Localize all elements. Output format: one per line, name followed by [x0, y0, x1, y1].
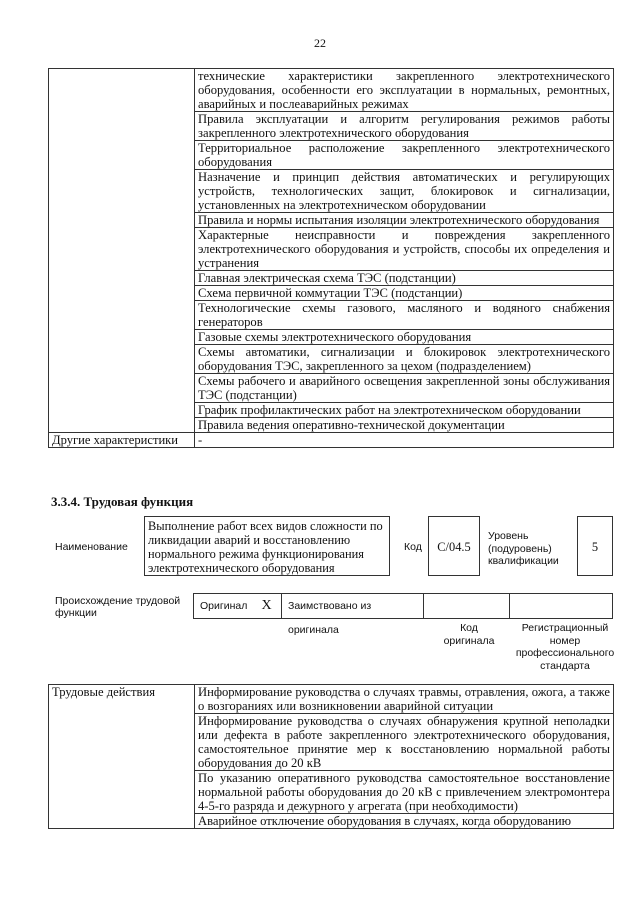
knowledge-item: Газовые схемы электротехнического оборудования — [195, 330, 614, 345]
table-row — [49, 685, 614, 714]
knowledge-item: Назначение и принцип действия автоматических и регулирующих устройств, технологических защит, блокировок и сигнализации, установленных на электротехническом оборудовании — [195, 170, 614, 213]
function-code-box: С/04.5 — [428, 516, 480, 576]
section-heading: 3.3.4. Трудовая функция — [51, 494, 194, 509]
code-original-label: Код оригинала — [443, 622, 495, 647]
reg-number-cell — [510, 594, 614, 618]
knowledge-item: Главная электрическая схема ТЭС (подстанции) — [195, 271, 614, 286]
reg-number-label: Регистрационный номер профессионального стандарта — [515, 622, 615, 672]
name-label: Наименование — [55, 541, 128, 553]
row-label-empty — [49, 69, 195, 433]
labor-actions-table — [48, 684, 614, 829]
other-characteristics-label: Другие характеристики — [49, 433, 195, 448]
knowledge-table — [48, 68, 614, 448]
original-mark: X — [252, 594, 282, 618]
labor-action-item: Аварийное отключение оборудования в случаях, когда оборудованию — [195, 814, 614, 829]
code-original-cell — [424, 594, 510, 618]
function-name-box: Выполнение работ всех видов сложности по ликвидации аварий и восстановлению нормального режима функционирования электротехнического оборудования — [144, 516, 390, 576]
labor-action-item: Информирование руководства о случаях обнаружения крупной неполадки или дефекта в работе закрепленного электротехнического оборудования, самостоятельное принятие мер к восстановлению нормальной работы оборудования до 20 кВ — [195, 714, 614, 771]
knowledge-item: Схемы рабочего и аварийного освещения закрепленной зоны обслуживания ТЭС (подстанции) — [195, 374, 614, 403]
knowledge-item: Технологические схемы газового, масляного и водяного снабжения генераторов — [195, 301, 614, 330]
knowledge-item: Правила ведения оперативно-технической документации — [195, 418, 614, 433]
knowledge-item: График профилактических работ на электротехническом оборудовании — [195, 403, 614, 418]
knowledge-item: Схема первичной коммутации ТЭС (подстанции) — [195, 286, 614, 301]
labor-actions-label: Трудовые действия — [49, 685, 195, 829]
knowledge-item: Схемы автоматики, сигнализации и блокировок электротехнического оборудования ТЭС, закрепленного за цехом (подразделением) — [195, 345, 614, 374]
borrowed-label: Заимствовано из оригинала — [282, 594, 424, 618]
table-row — [49, 69, 614, 112]
labor-action-item: Информирование руководства о случаях травмы, отравления, ожога, а также о возгораниях или возникновении аварийной ситуации — [195, 685, 614, 714]
qualification-level-box: 5 — [577, 516, 613, 576]
page-number: 22 — [314, 36, 326, 50]
origin-label: Происхождение трудовой функции — [55, 595, 181, 619]
other-characteristics-value: - — [195, 433, 614, 448]
qualification-level-label: Уровень (подуровень) квалификации — [488, 530, 559, 567]
knowledge-item: Правила эксплуатации и алгоритм регулирования режимов работы закрепленного электротехнического оборудования — [195, 112, 614, 141]
knowledge-item: Территориальное расположение закрепленного электротехнического оборудования — [195, 141, 614, 170]
original-label: Оригинал — [200, 600, 248, 612]
knowledge-item: технические характеристики закрепленного электротехнического оборудования, особенности его эксплуатации в нормальных, ремонтных, аварийных и послеаварийных режимах — [195, 69, 614, 112]
code-label: Код — [404, 541, 422, 553]
labor-action-item: По указанию оперативного руководства самостоятельное восстановление нормальной работы оборудования до 20 кВ с привлечением электромонтера 4-5-го разряда и дежурного у агрегата (при необходимости) — [195, 771, 614, 814]
knowledge-item: Правила и нормы испытания изоляции электротехнического оборудования — [195, 213, 614, 228]
table-row — [49, 433, 614, 448]
knowledge-item: Характерные неисправности и повреждения закрепленного электротехнического оборудования и устройств, способы их определения и устранения — [195, 228, 614, 271]
